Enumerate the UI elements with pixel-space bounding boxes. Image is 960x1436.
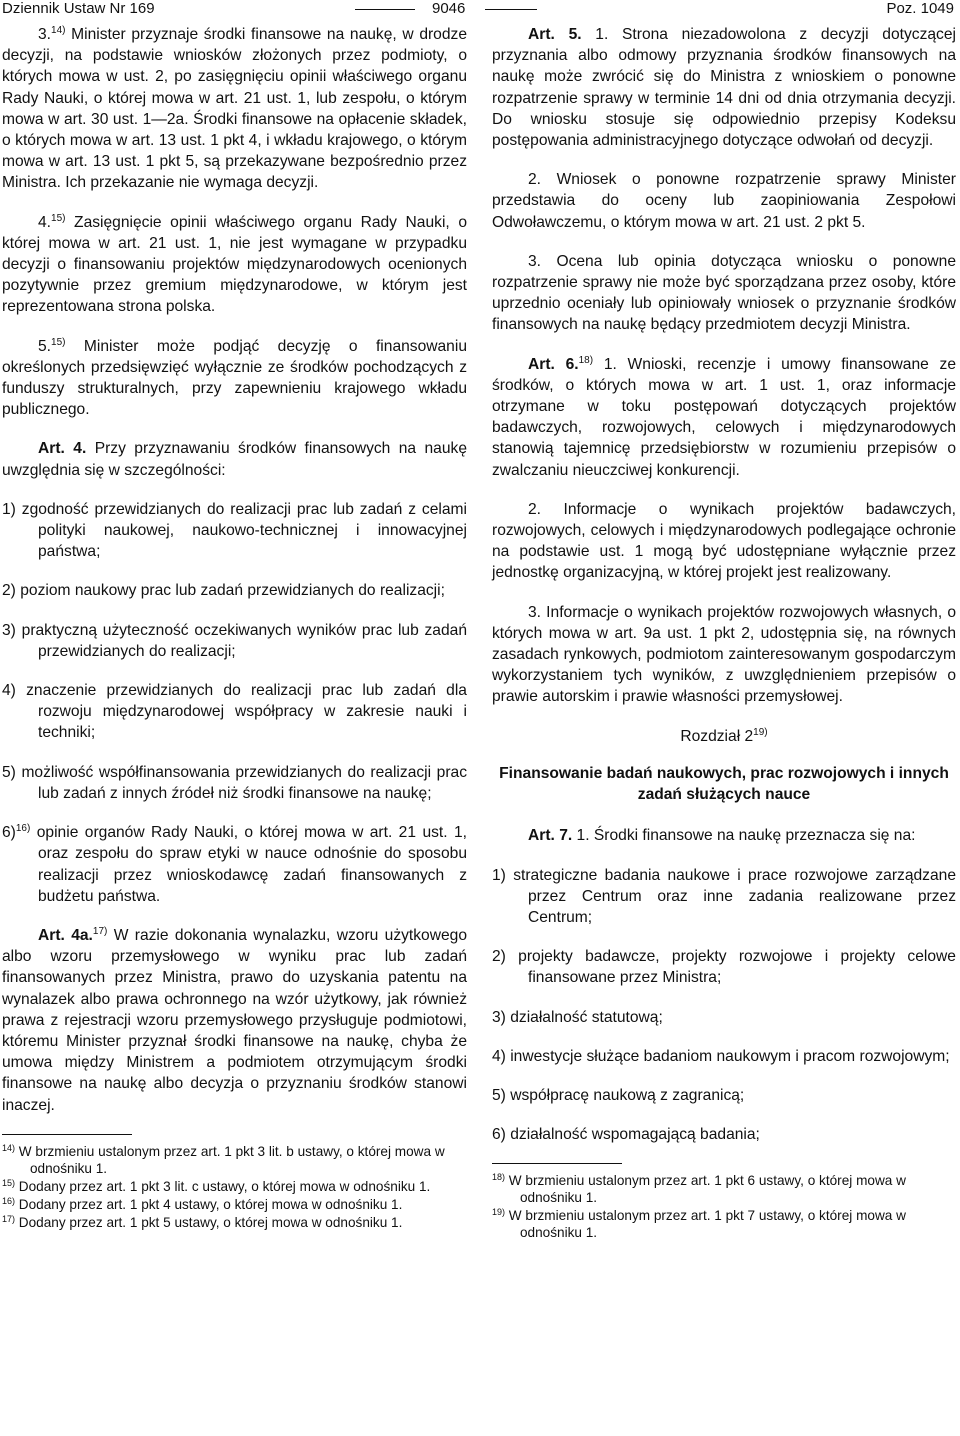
list-item: 1) strategiczne badania naukowe i prace rozwojowe zarządzane przez Centrum oraz inne zadania realizowane przez Centrum;	[492, 866, 956, 926]
footnote-separator	[492, 1163, 622, 1164]
list-item: 5) możliwość współfinansowania przewidzianych do realizacji prac lub zadań z innych źródeł niż środki finansowe na naukę;	[2, 763, 467, 802]
article-4a: Art. 4a.$^{17)}$ W razie dokonania wynalazku, wzoru użytkowego albo wzoru przemysłowego w wyniku prac lub zadań finansowanych przez Ministra, prawo do uzyskania patentu na wynalazek albo prawa ochronnego na wzór użytkowy, jak również prawa z rejestracji wzoru przemysłowego przysługuje podmiotowi, któremu Minister przyznał środki finansowe na naukę, chyba że umowa między Ministrem a podmiotem otrzymującym środki finansowe na naukę albo decyzja o przyznaniu środków stanowi inaczej.	[2, 925, 468, 1114]
list-item: 4) znaczenie przewidzianych do realizacji prac lub zadań dla rozwoju międzynarodowej współpracy w zakresie nauki i techniki;	[2, 682, 467, 742]
journal-title: Dziennik Ustaw Nr 169	[2, 0, 155, 17]
position-number: Poz. 1049	[886, 0, 954, 17]
paragraph-5: 5.$^{15)}$ Minister może podjąć decyzję o finansowaniu określonych przedsięwzięć wyłącznie ze środków pochodzących z funduszy strukturalnych, przy zapewnieniu krajowego wkładu publicznego.	[2, 336, 467, 419]
footnote-separator	[2, 1134, 132, 1135]
footnote: $^{17)}$ Dodany przez art. 1 pkt 5 ustawy, o której mowa w odnośniku 1.	[2, 1213, 403, 1230]
list-item: 4) inwestycje służące badaniom naukowym i pracom rozwojowym;	[492, 1047, 950, 1065]
list-item: 6)$^{16)}$ opinie organów Rady Nauki, o której mowa w art. 21 ust. 1, oraz zespołu do spraw etyki w nauce odnośnie do sposobu realizacji przez wnioskodawcę zadań finansowanych z budżetu państwa.	[2, 823, 467, 905]
right-column	[492, 24, 956, 1242]
article-4-list	[2, 499, 467, 907]
list-item: 3) praktyczną użyteczność oczekiwanych wyników prac lub zadań przewidzianych do realizacji;	[2, 621, 467, 660]
footnote: $^{18)}$ W brzmieniu ustalonym przez art. 1 pkt 6 ustawy, o której mowa w odnośniku 1.	[492, 1172, 906, 1206]
article-5: Art. 5. 1. Strona niezadowolona z decyzji dotyczącej przyznania albo odmowy przyznania środków finansowych na naukę może zwrócić się do Ministra z wnioskiem o ponowne rozpatrzenie sprawy w terminie 14 dni od dnia otrzymania decyzji. Do wniosku stosuje się odpowiednio przepisy Kodeksu postępowania administracyjnego dotyczące odwołań od decyzji.	[492, 26, 956, 150]
article-4: Art. 4. Przy przyznawaniu środków finansowych na naukę uwzględnia się w szczególności:	[2, 440, 467, 479]
chapter-heading: Rozdział 2$^{19)}$	[680, 726, 768, 745]
left-column	[2, 24, 467, 1232]
list-item: 2) projekty badawcze, projekty rozwojowe i projekty celowe finansowane przez Ministra;	[492, 948, 956, 987]
list-item: 1) zgodność przewidzianych do realizacji prac lub zadań z celami polityki naukowej, naukowo-technicznej i innowacyjnej państwa;	[2, 500, 467, 561]
article-6-paragraph-2: 2. Informacje o wynikach projektów badawczych, rozwojowych, celowych i międzynarodowych podlegające ochronie na podstawie ust. 1 mogą być udostępniane wyłącznie przez jednostkę organizacyjną, w której projekt jest realizowany.	[492, 500, 956, 582]
article-6: Art. 6.$^{18)}$ 1. Wnioski, recenzje i umowy finansowane ze środków, o których mowa w art. 1 ust. 1, oraz informacje otrzymane w toku postępowań dotyczących projektów badawczych, rozwojowych, celowych i międzynarodowych stanowią tajemnicę przedsiębiorstw w rozumieniu przepisów o zwalczaniu nieuczciwej konkurencji.	[492, 354, 956, 479]
page-header	[0, 0, 960, 22]
list-item: 3) działalność statutową;	[492, 1008, 663, 1026]
article-6-paragraph-3: 3. Informacje o wynikach projektów rozwojowych własnych, o których mowa w art. 9a ust. 1 pkt 2, udostępnia się, na równych zasadach rynkowych, podmiotom zainteresowanym gospodarczym wykorzystaniem tych wyników, z uwzględnieniem przepisów o prawie autorskim i prawie własności przemysłowej.	[492, 603, 956, 706]
article-5-paragraph-3: 3. Ocena lub opinia dotycząca wniosku o ponowne rozpatrzenie sprawy nie może być sporządzana przez osoby, które uprzednio oceniały lub opiniowały wniosek o przyznanie środków finansowych na naukę będący przedmiotem decyzji Ministra.	[492, 252, 956, 334]
article-5-paragraph-2: 2. Wniosek o ponowne rozpatrzenie sprawy Minister przedstawia do oceny lub zaopiniowania Zespołowi Odwoławczemu, o którym mowa w art. 21 ust. 2 pkt 5.	[492, 171, 956, 231]
paragraph-3: 3.$^{14)}$ Minister przyznaje środki finansowe na naukę, w drodze decyzji, na podstawie wniosków złożonych przez podmioty, o których mowa w ust. 2, po zasięgnięciu opinii właściwego organu Rady Nauki, o której mowa w art. 21 ust. 1, lub zespołu, o którym mowa w art. 30 ust. 1—2a. Środki finansowe na opłacenie składek, o których mowa w art. 13 ust. 1 pkt 4, i wkładu krajowego, o którym mowa w art. 13 ust. 1 pkt 5, są przekazywane bezpośrednio przez Ministra. Ich przekazanie nie wymaga decyzji.	[2, 25, 467, 192]
footnote: $^{14)}$ W brzmieniu ustalonym przez art. 1 pkt 3 lit. b ustawy, o której mowa w odnośniku 1.	[2, 1142, 445, 1176]
header-rule-right	[485, 9, 537, 10]
header-rule-left	[355, 9, 415, 10]
list-item: 5) współpracę naukową z zagranicą;	[492, 1086, 745, 1104]
page-number: 9046	[432, 0, 466, 17]
article-7-list	[492, 865, 956, 1146]
list-item: 2) poziom naukowy prac lub zadań przewidzianych do realizacji;	[2, 582, 445, 600]
paragraph-4: 4.$^{15)}$ Zasięgnięcie opinii właściwego organu Rady Nauki, o której mowa w art. 21 ust. 1, nie jest wymagane w przypadku decyzji o finansowaniu projektów międzynarodowych ocenionych pozytywnie przez gremium międzynarodowe, w którym jest reprezentowana strona polska.	[2, 212, 467, 316]
list-item: 6) działalność wspomagającą badania;	[492, 1126, 760, 1144]
footnote: $^{19)}$ W brzmieniu ustalonym przez art. 1 pkt 7 ustawy, o której mowa w odnośniku 1.	[492, 1207, 906, 1241]
footnote: $^{15)}$ Dodany przez art. 1 pkt 3 lit. c ustawy, o której mowa w odnośniku 1.	[2, 1177, 431, 1194]
footnotes-left	[2, 1143, 467, 1231]
footnotes-right	[492, 1172, 956, 1241]
footnote: $^{16)}$ Dodany przez art. 1 pkt 4 ustawy, o której mowa w odnośniku 1.	[2, 1195, 403, 1212]
chapter-title: Finansowanie badań naukowych, prac rozwojowych i innych zadań służących nauce	[499, 764, 949, 804]
article-7: Art. 7. 1. Środki finansowe na naukę przeznacza się na:	[528, 827, 916, 845]
